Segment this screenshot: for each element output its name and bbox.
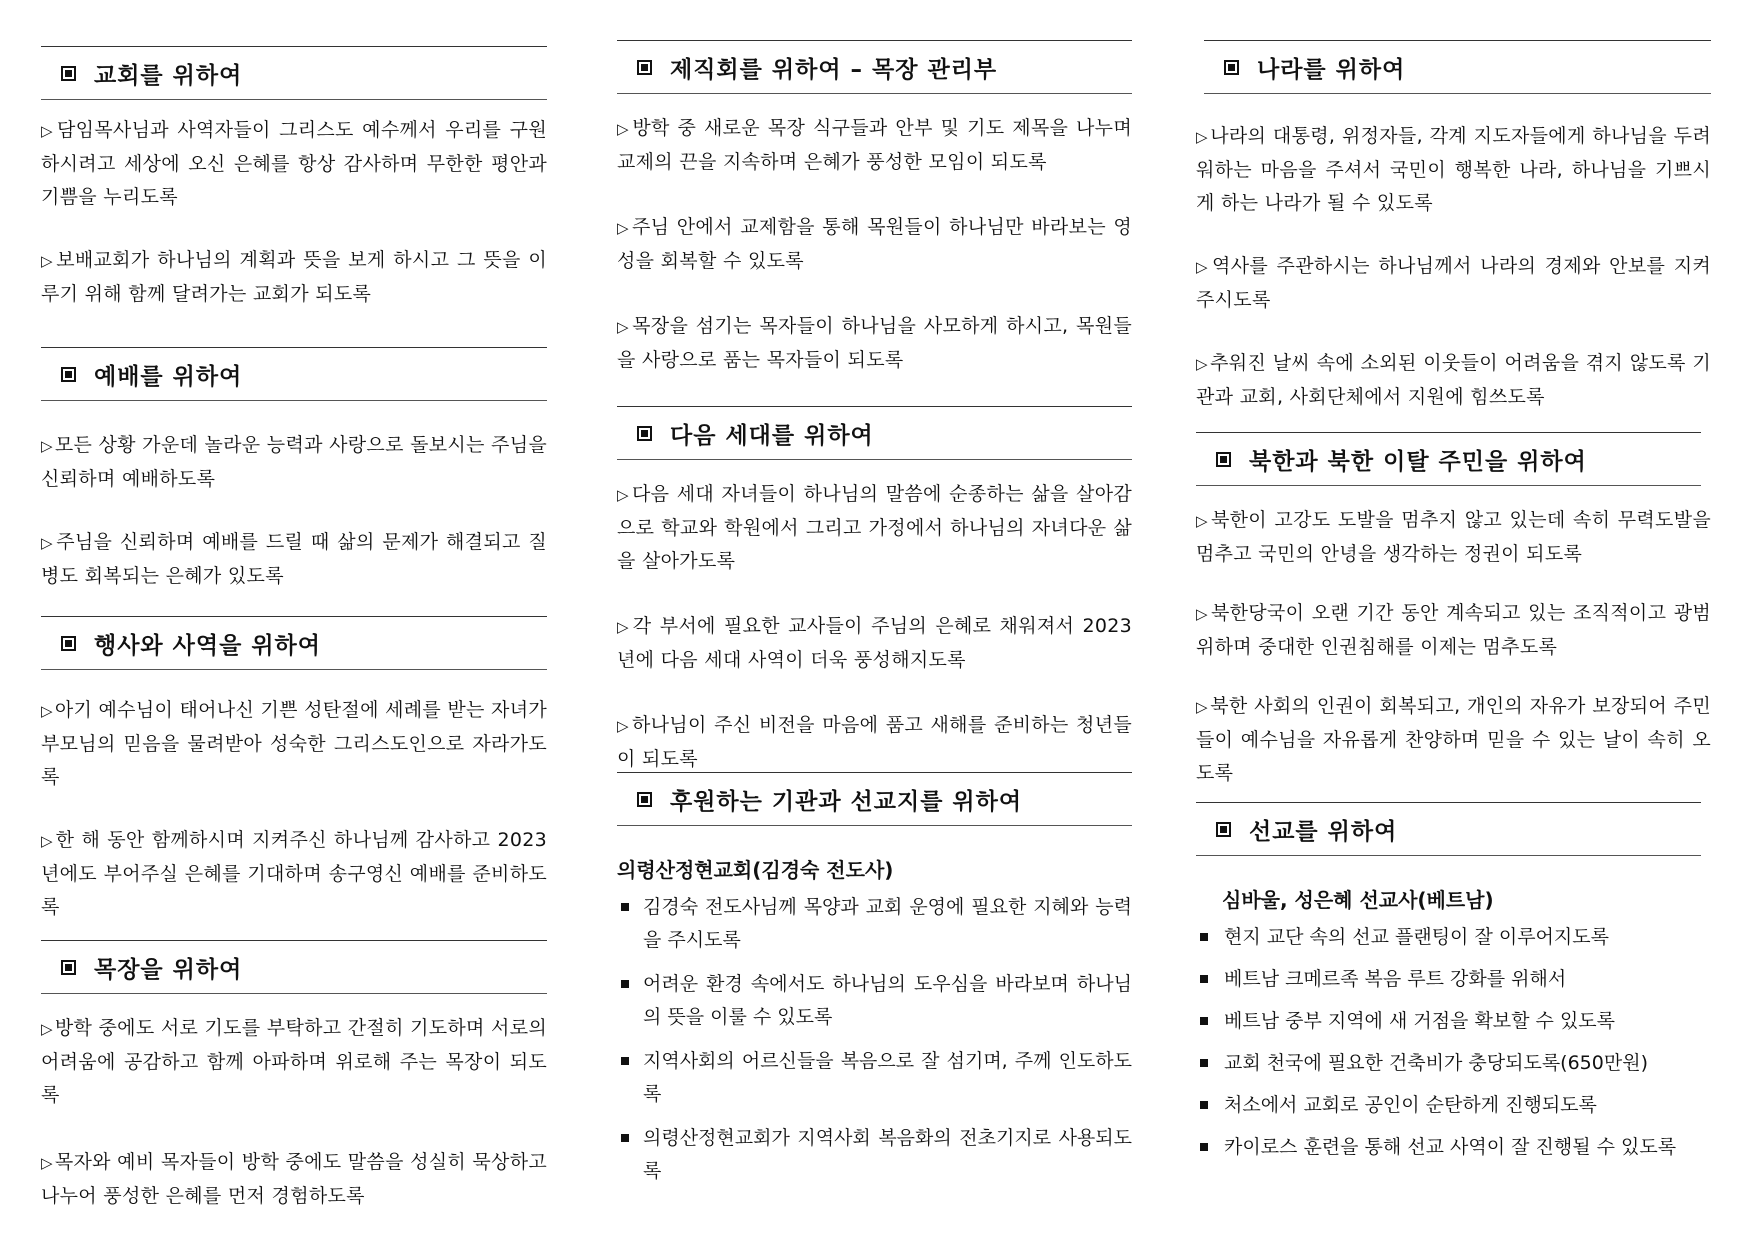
section-nation bbox=[1196, 40, 1711, 444]
bullet-item: 처소에서 교회로 공인이 순탄하게 진행되도록 bbox=[1196, 1089, 1711, 1122]
section-deacons-board bbox=[617, 40, 1132, 407]
triangle-right-icon: ▷ bbox=[41, 1154, 53, 1172]
prayer-item: ▷ 방학 중 새로운 목장 식구들과 안부 및 기도 제목을 나누며 교제의 끈을 지속하며 은혜가 풍성한 모임이 되도록 bbox=[617, 117, 1132, 173]
square-bullet-icon bbox=[1200, 933, 1208, 941]
bullet-item: 베트남 중부 지역에 새 거점을 확보할 수 있도록 bbox=[1196, 1005, 1711, 1038]
prayer-item: ▷ 북한이 고강도 도발을 멈추지 않고 있는데 속히 무력도발을 멈추고 국민의 안녕을 생각하는 정권이 되도록 bbox=[1196, 509, 1712, 565]
prayer-item: ▷ 목자와 예비 목자들이 방학 중에도 말씀을 성실히 묵상하고 나누어 풍성한 은혜를 먼저 경험하도록 bbox=[41, 1151, 548, 1207]
square-bullet-icon bbox=[621, 1057, 629, 1065]
section-header bbox=[617, 772, 1132, 826]
square-bullet-icon bbox=[1200, 1101, 1208, 1109]
triangle-right-icon: ▷ bbox=[41, 252, 55, 270]
prayer-item: ▷ 담임목사님과 사역자들이 그리스도 예수께서 우리를 구원하시려고 세상에 오신 은혜를 항상 감사하며 무한한 평안과 기쁨을 누리도록 bbox=[41, 119, 547, 208]
prayer-item: ▷ 북한 사회의 인권이 회복되고, 개인의 자유가 보장되어 주민들이 예수님을 자유롭게 찬양하며 믿을 수 있는 날이 속히 오도록 bbox=[1196, 695, 1711, 784]
section-marker-icon bbox=[637, 426, 652, 441]
section-missions bbox=[1196, 802, 1711, 1173]
prayer-item: ▷ 나라의 대통령, 위정자들, 각계 지도자들에게 하나님을 두려워하는 마음을 주셔서 국민이 행복한 나라, 하나님을 기쁘시게 하는 나라가 될 수 있도록 bbox=[1196, 125, 1711, 214]
triangle-right-icon: ▷ bbox=[41, 122, 55, 140]
triangle-right-icon: ▷ bbox=[41, 437, 53, 455]
triangle-right-icon: ▷ bbox=[1196, 605, 1209, 623]
prayer-item: ▷ 한 해 동안 함께하시며 지켜주신 하나님께 감사하고 2023년에도 부어주실 은혜를 기대하며 송구영신 예배를 준비하도록 bbox=[41, 829, 547, 918]
section-marker-icon bbox=[637, 60, 652, 75]
prayer-item: ▷ 다음 세대 자녀들이 하나님의 말씀에 순종하는 삶을 살아감으로 학교와 학원에서 그리고 가정에서 하나님의 자녀다운 삶을 살아가도록 bbox=[617, 483, 1133, 572]
section-title: 선교를 위하여 bbox=[1249, 818, 1398, 845]
prayer-item: ▷ 하나님이 주신 비전을 마음에 품고 새해를 준비하는 청년들이 되도록 bbox=[617, 714, 1133, 770]
triangle-right-icon: ▷ bbox=[41, 534, 55, 552]
square-bullet-icon bbox=[1200, 975, 1208, 983]
prayer-item: ▷ 추워진 날씨 속에 소외된 이웃들이 어려움을 겪지 않도록 기관과 교회, 사회단체에서 지원에 힘쓰도록 bbox=[1196, 352, 1711, 408]
section-header bbox=[41, 616, 547, 670]
section-title: 예배를 위하여 bbox=[94, 363, 243, 390]
section-title: 교회를 위하여 bbox=[94, 62, 243, 89]
bullet-item: 교회 천국에 필요한 건축비가 충당되도록(650만원) bbox=[1196, 1047, 1711, 1080]
prayer-item: ▷ 북한당국이 오랜 기간 동안 계속되고 있는 조직적이고 광범위하며 중대한 인권침해를 이제는 멈추도록 bbox=[1196, 602, 1712, 658]
square-bullet-icon bbox=[1200, 1059, 1208, 1067]
section-church bbox=[41, 46, 547, 341]
section-header bbox=[41, 940, 547, 994]
triangle-right-icon: ▷ bbox=[1196, 698, 1209, 716]
bullet-item: 베트남 크메르족 복음 루트 강화를 위해서 bbox=[1196, 963, 1711, 996]
section-marker-icon bbox=[1216, 822, 1231, 837]
prayer-item: ▷ 주님 안에서 교제함을 통해 목원들이 하나님만 바라보는 영성을 회복할 수 있도록 bbox=[617, 216, 1133, 272]
triangle-right-icon: ▷ bbox=[1196, 512, 1209, 530]
section-worship bbox=[41, 347, 547, 623]
section-cell-group bbox=[41, 940, 547, 1243]
bullet-item: 의령산정현교회가 지역사회 복음화의 전초기지로 사용되도록 bbox=[617, 1122, 1132, 1188]
triangle-right-icon: ▷ bbox=[617, 219, 630, 237]
section-marker-icon bbox=[61, 960, 76, 975]
prayer-item: ▷ 역사를 주관하시는 하나님께서 나라의 경제와 안보를 지켜주시도록 bbox=[1196, 255, 1711, 311]
section-supported-missions bbox=[617, 772, 1132, 1199]
square-bullet-icon bbox=[621, 980, 629, 988]
section-title: 행사와 사역을 위하여 bbox=[94, 632, 321, 659]
prayer-item: ▷ 주님을 신뢰하며 예배를 드릴 때 삶의 문제가 해결되고 질병도 회복되는 은혜가 있도록 bbox=[41, 531, 547, 587]
section-title: 목장을 위하여 bbox=[94, 956, 243, 983]
section-title: 제직회를 위하여 – 목장 관리부 bbox=[670, 56, 998, 83]
missionary-name: 심바울, 성은혜 선교사(베트남) bbox=[1222, 888, 1494, 912]
section-marker-icon bbox=[637, 792, 652, 807]
prayer-item: ▷ 아기 예수님이 태어나신 기쁜 성탄절에 세례를 받는 자녀가 부모님의 믿음을 물려받아 성숙한 그리스도인으로 자라가도록 bbox=[41, 699, 548, 788]
section-header bbox=[617, 406, 1132, 460]
triangle-right-icon: ▷ bbox=[617, 717, 630, 735]
triangle-right-icon: ▷ bbox=[1196, 355, 1209, 373]
bullet-item: 어려운 환경 속에서도 하나님의 도우심을 바라보며 하나님의 뜻을 이룰 수 있도록 bbox=[617, 968, 1132, 1034]
triangle-right-icon: ▷ bbox=[617, 318, 631, 336]
triangle-right-icon: ▷ bbox=[41, 702, 53, 720]
bullet-item: 카이로스 훈련을 통해 선교 사역이 잘 진행될 수 있도록 bbox=[1196, 1131, 1711, 1164]
section-marker-icon bbox=[61, 66, 76, 81]
section-title: 나라를 위하여 bbox=[1257, 56, 1406, 83]
bullet-item: 김경숙 전도사님께 목양과 교회 운영에 필요한 지혜와 능력을 주시도록 bbox=[617, 891, 1132, 957]
triangle-right-icon: ▷ bbox=[617, 486, 630, 504]
triangle-right-icon: ▷ bbox=[617, 618, 631, 636]
prayer-item: ▷ 방학 중에도 서로 기도를 부탁하고 간절히 기도하며 서로의 어려움에 공감하고 함께 아파하며 위로해 주는 목장이 되도록 bbox=[41, 1017, 548, 1106]
bullet-item: 현지 교단 속의 선교 플랜팅이 잘 이루어지도록 bbox=[1196, 921, 1711, 954]
section-events-ministry bbox=[41, 616, 547, 954]
prayer-item: ▷ 각 부서에 필요한 교사들이 주님의 은혜로 채워져서 2023년에 다음 세대 사역이 더욱 풍성해지도록 bbox=[617, 615, 1132, 671]
prayer-item: ▷ 목장을 섬기는 목자들이 하나님을 사모하게 하시고, 목원들을 사랑으로 품는 목자들이 되도록 bbox=[617, 315, 1132, 371]
square-bullet-icon bbox=[621, 1134, 629, 1142]
section-header bbox=[41, 347, 547, 401]
section-header bbox=[1196, 802, 1701, 856]
triangle-right-icon: ▷ bbox=[1196, 258, 1211, 276]
section-title: 후원하는 기관과 선교지를 위하여 bbox=[670, 788, 1023, 815]
square-bullet-icon bbox=[621, 903, 629, 911]
bullet-item: 지역사회의 어르신들을 복음으로 잘 섬기며, 주께 인도하도록 bbox=[617, 1045, 1132, 1111]
section-header bbox=[1196, 432, 1701, 486]
section-marker-icon bbox=[61, 636, 76, 651]
triangle-right-icon: ▷ bbox=[1196, 128, 1209, 146]
square-bullet-icon bbox=[1200, 1143, 1208, 1151]
triangle-right-icon: ▷ bbox=[41, 832, 54, 850]
prayer-item: ▷ 모든 상황 가운데 놀라운 능력과 사랑으로 돌보시는 주님을 신뢰하며 예배하도록 bbox=[41, 434, 548, 490]
section-marker-icon bbox=[61, 367, 76, 382]
section-marker-icon bbox=[1224, 60, 1239, 75]
square-bullet-icon bbox=[1200, 1017, 1208, 1025]
section-header bbox=[617, 40, 1132, 94]
section-title: 다음 세대를 위하여 bbox=[670, 422, 874, 449]
section-header bbox=[1204, 40, 1711, 94]
triangle-right-icon: ▷ bbox=[41, 1020, 53, 1038]
triangle-right-icon: ▷ bbox=[617, 120, 631, 138]
section-north-korea bbox=[1196, 432, 1711, 820]
section-header bbox=[41, 46, 547, 100]
supported-church-name: 의령산정현교회(김경숙 전도사) bbox=[617, 858, 894, 882]
section-marker-icon bbox=[1216, 452, 1231, 467]
section-next-generation bbox=[617, 406, 1132, 806]
prayer-item: ▷ 보배교회가 하나님의 계획과 뜻을 보게 하시고 그 뜻을 이루기 위해 함께 달려가는 교회가 되도록 bbox=[41, 249, 547, 305]
section-title: 북한과 북한 이탈 주민을 위하여 bbox=[1249, 448, 1587, 475]
